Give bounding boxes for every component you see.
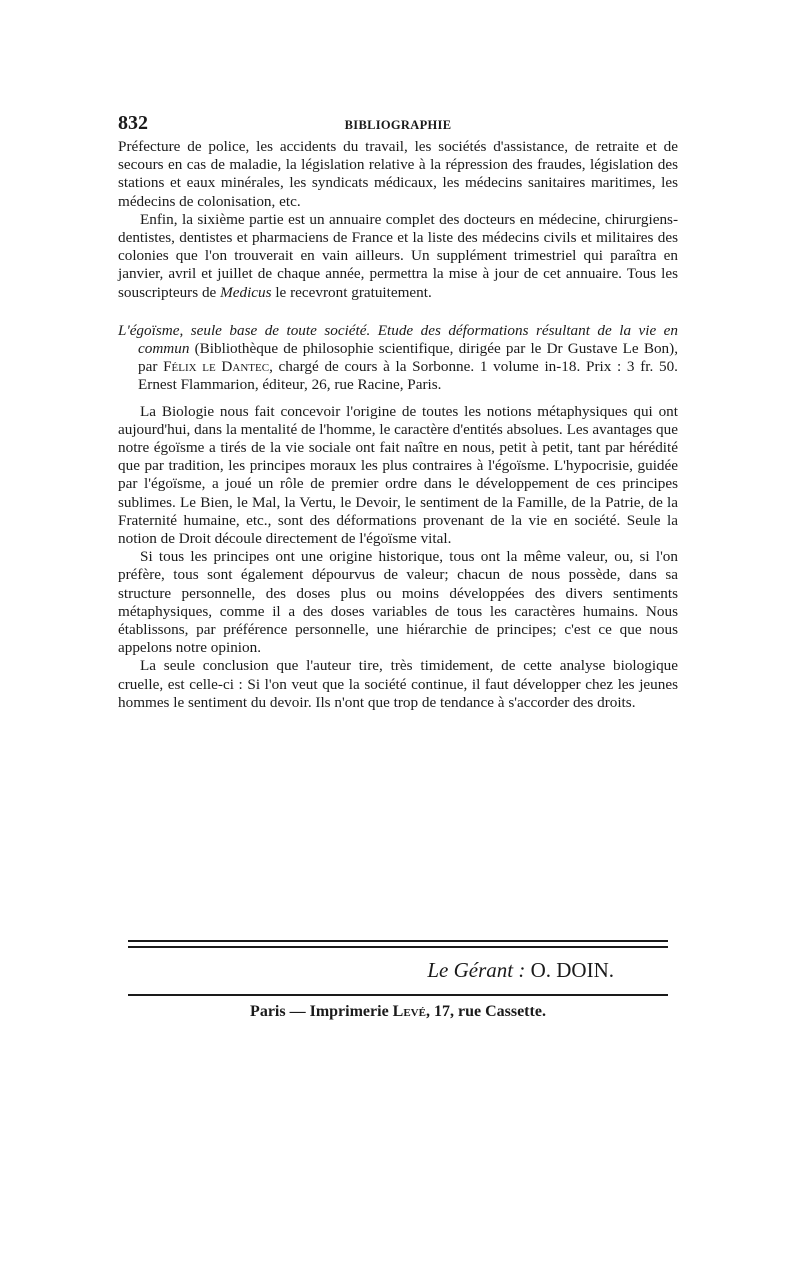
gerant-line — [128, 958, 614, 983]
page-header — [118, 112, 678, 138]
review-paragraph-3: La seule conclusion que l'auteur tire, très timidement, de cette analyse biologique cruelle, est celle-ci : Si l'on veut que la société continue, il faut développer chez les jeunes hommes le sentiment du devoir. Ils n'ont que trop de tendance à s'accorder des droits. — [118, 657, 678, 711]
single-rule-divider — [128, 994, 668, 996]
review-paragraph-2: Si tous les principes ont une origine historique, tous ont la même valeur, ou, si l'on préfère, tous sont également dépourvus de valeur; chacun de nous possède, dans sa structure personnelle, des doses plus ou moins développées des divers sentiments métaphysiques, comme il a des doses variables de tous les caractères humains. Nous établissons, par préférence personnelle, une hiérarchie de principes; c'est ce que nous appelons notre opinion. — [118, 548, 678, 657]
printer-imprint — [128, 1003, 668, 1021]
book-title: L'égoïsme, seule base de toute société. Etude des déformations résultant de la vie en commun — [118, 321, 678, 358]
intro-paragraph-2-end: le recevront gratuitement. — [271, 283, 432, 301]
printer-name: Levé — [392, 1003, 426, 1020]
book-publisher: , chargé de cours à la Sorbonne. 1 volume in-18. Prix : 3 fr. 50. Ernest Flammarion, éditeur, 26, rue Racine, Paris. — [138, 358, 678, 394]
intro-section — [118, 138, 678, 302]
book-details: (Bibliothèque de philosophie scientifique, dirigée par le Dr Gustave Le Bon), par — [138, 340, 678, 376]
running-title: BIBLIOGRAPHIE — [344, 118, 452, 132]
printer-address: , 17, rue Cassette. — [425, 1003, 546, 1020]
gerant-name: O. DOIN. — [530, 958, 614, 982]
page — [118, 112, 678, 712]
review-entry — [118, 322, 678, 395]
printer-city: Paris — Imprimerie — [250, 1003, 393, 1020]
double-rule-divider — [128, 940, 668, 948]
book-author: Félix le Dantec — [163, 358, 270, 376]
intro-paragraph-2 — [118, 211, 678, 302]
intro-paragraph-2-text: Enfin, la sixième partie est un annuaire complet des docteurs en médecine, chirurgiens-dentistes, dentistes et pharmaciens de France et la liste des médecins civils et militaires des colonies que l'on trouverait en vain ailleurs. Un supplément trimestriel qui paraîtra en janvier, avril et juillet de chaque année, permettra la mise à jour de cet annuaire. Tous les souscripteurs de — [118, 210, 678, 301]
review-paragraph-1: La Biologie nous fait concevoir l'origine de toutes les notions métaphysiques qui ont aujourd'hui, dans la mentalité de l'homme, le caractère d'entités absolues. Les avantages que notre égoïsme a tirés de la vie sociale ont fait naître en nous, petit à petit, tant par hérédité que par tradition, les principes moraux les plus contraires à l'égoïsme. L'hypocrisie, guidée par l'égoïsme, a joué un rôle de premier ordre dans le développement de ces principes sublimes. Le Bien, le Mal, la Vertu, le Devoir, le sentiment de la Famille, de la Patrie, de la Fraternité humaine, etc., sont des déformations provenant de la vie en société. Seule la notion de Droit découle directement de l'égoïsme vital. — [118, 402, 678, 548]
intro-paragraph-1: Préfecture de police, les accidents du travail, les sociétés d'assistance, de retraite et de secours en cas de maladie, la législation relative à la répression des fraudes, législation des stations et eaux minérales, les syndicats médicaux, les médecins sanitaires maritimes, les médecins de colonisation, etc. — [118, 138, 678, 210]
gerant-label: Le Gérant : — [427, 958, 526, 982]
medicus-title: Medicus — [220, 283, 272, 301]
page-number: 832 — [118, 112, 148, 134]
review-section — [118, 403, 678, 712]
